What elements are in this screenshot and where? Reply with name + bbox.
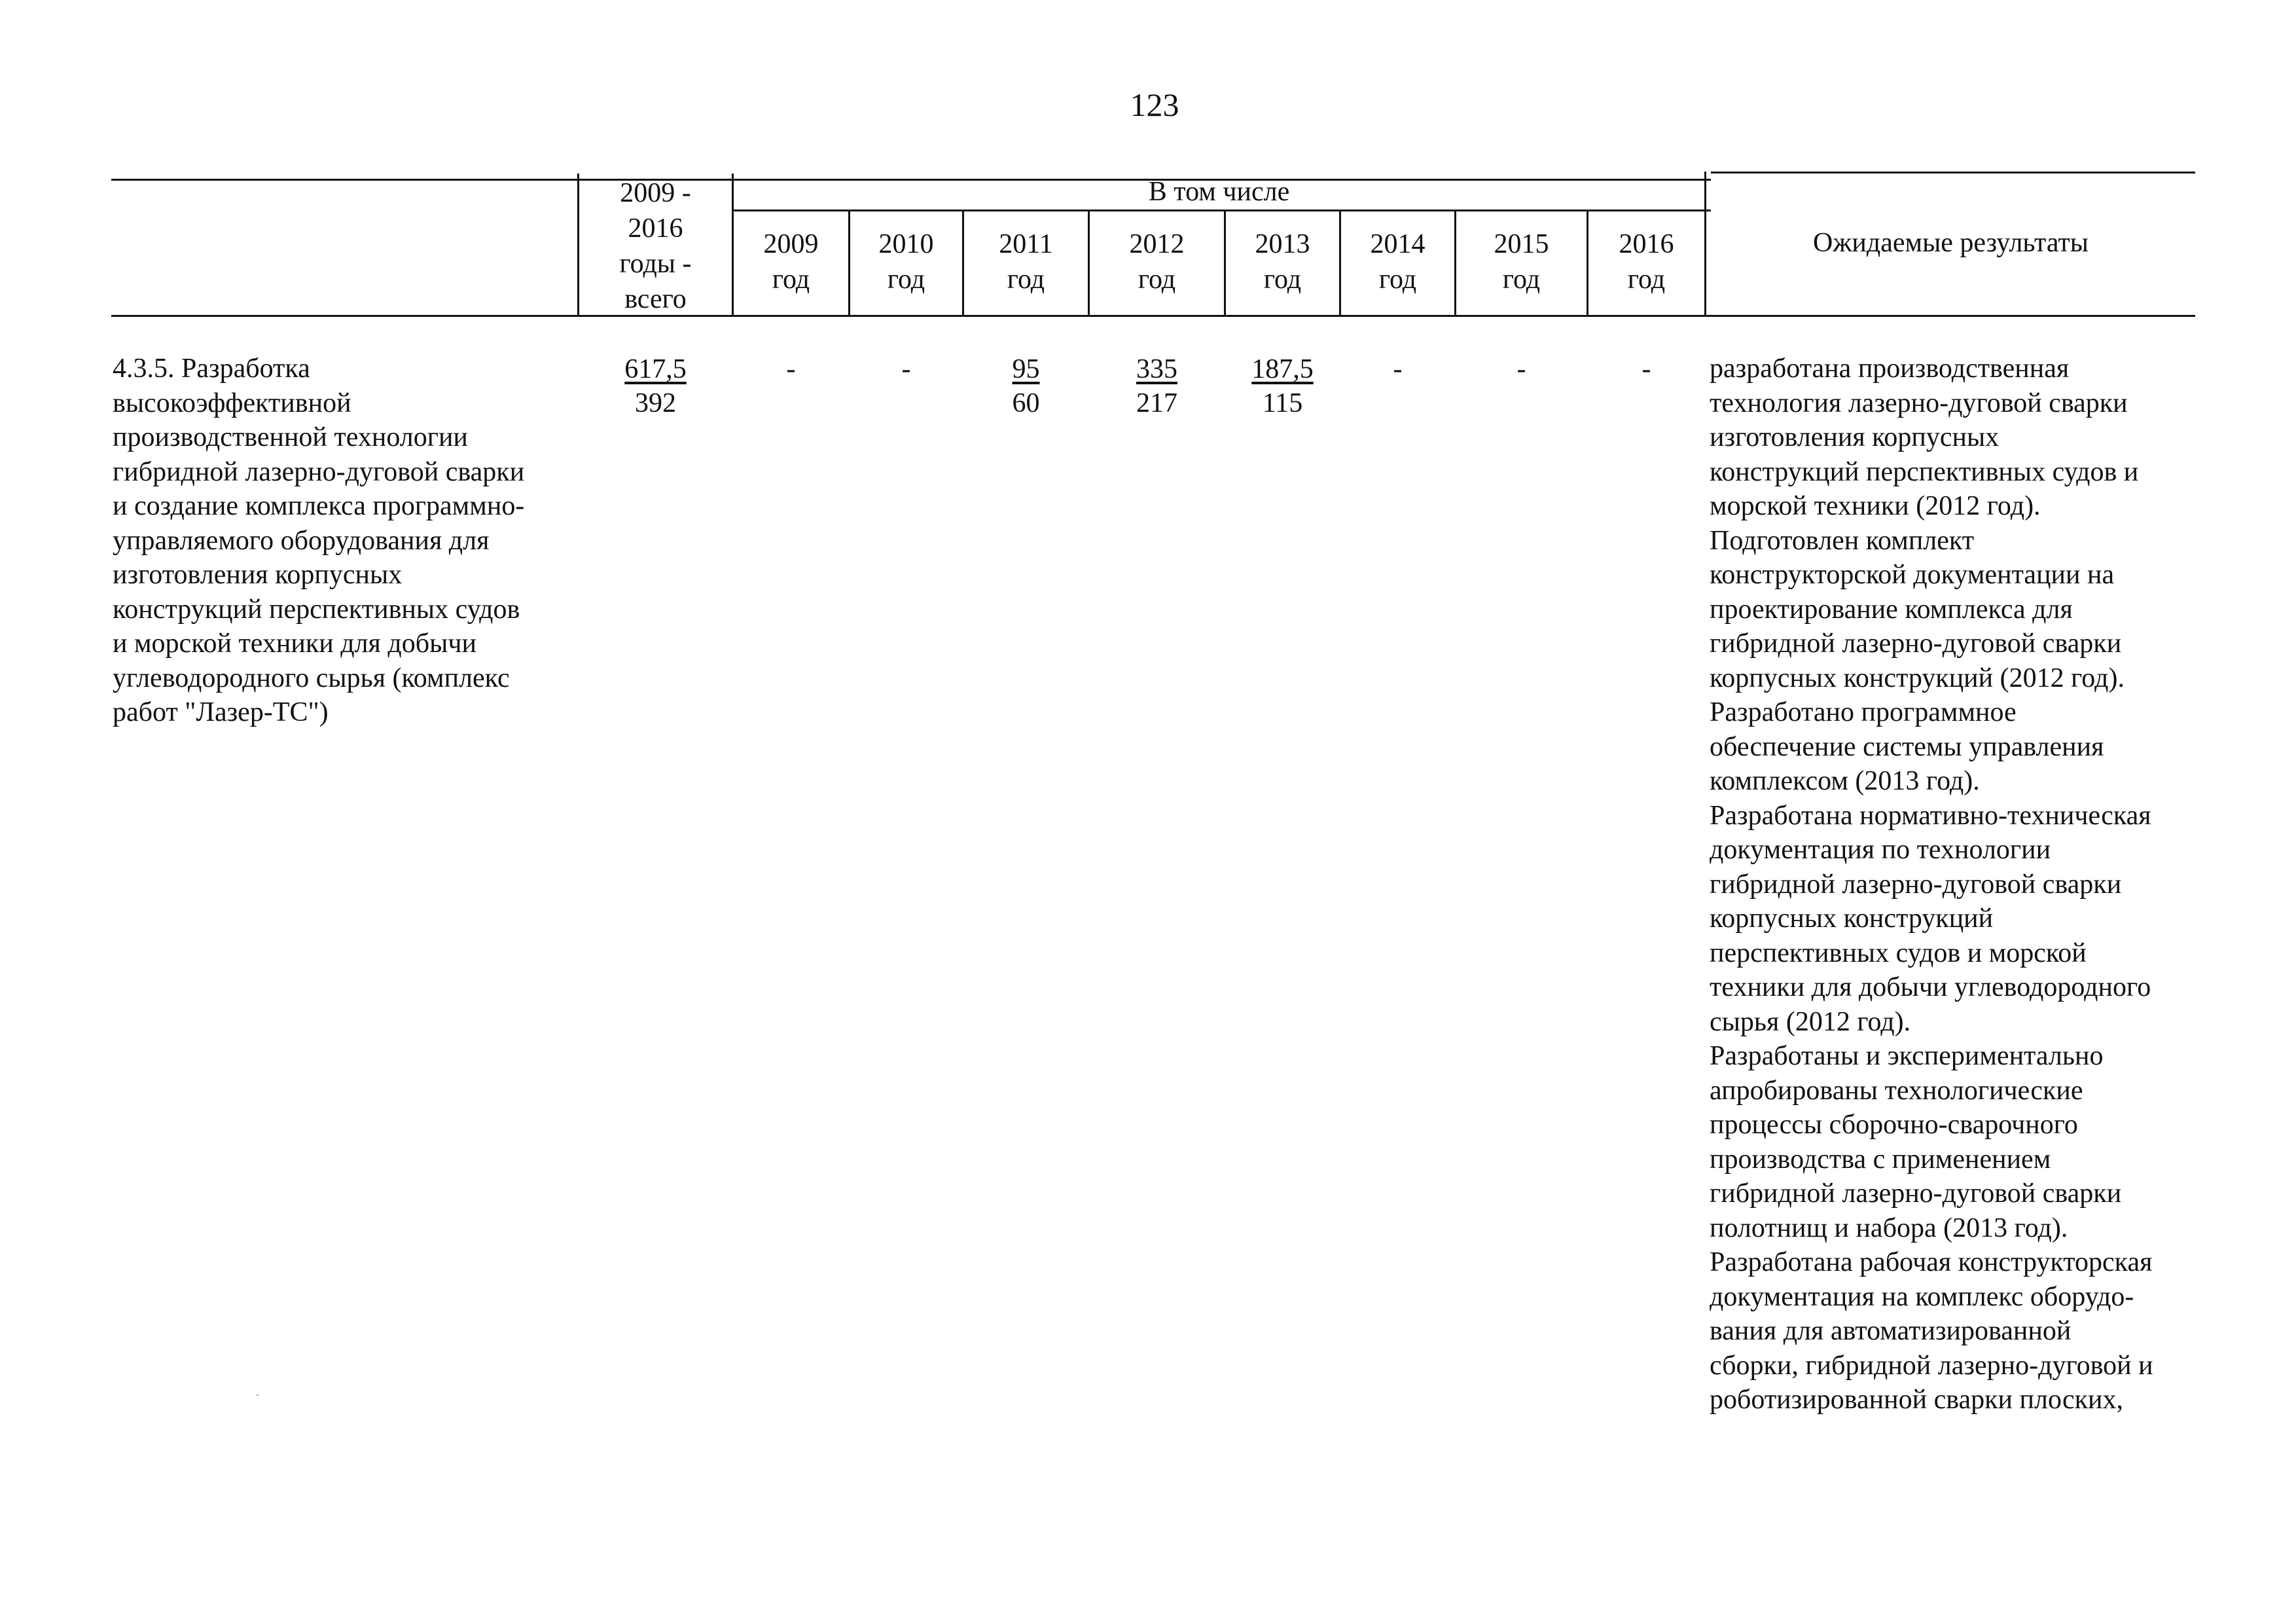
row-2011-bottom: 60 — [1012, 388, 1040, 418]
row-2013-value — [1226, 352, 1339, 420]
row-2009-value: - — [786, 354, 796, 384]
row-2012-bottom: 217 — [1136, 388, 1177, 418]
table-top-rule-right — [1711, 172, 2195, 173]
row-2010-value: - — [901, 354, 911, 384]
header-expected-results: Ожидаемые результаты — [1813, 228, 2089, 258]
header-year-2014: 2014 год — [1370, 229, 1426, 295]
header-year-2016: 2016 год — [1619, 229, 1674, 295]
row-2014-value: - — [1393, 354, 1403, 384]
row-total-top: 617,5 — [624, 354, 687, 384]
row-2016-value: - — [1641, 354, 1651, 384]
row-title: 4.3.5. Разработка высокоэффективной производственной технологии гибридной лазерно-дуговой сварки и создание комплекса программно- управляемого оборудования для изготовления корпусных конструкций перспективных судов и морской техники для добычи углеводородного сырья (комплекс работ "Лазер-ТС") — [113, 354, 525, 727]
row-2013-top: 187,5 — [1251, 354, 1314, 384]
scan-speck — [257, 1395, 259, 1396]
row-2011-value — [964, 352, 1088, 420]
row-2015-value: - — [1516, 354, 1526, 384]
row-2012-top: 335 — [1136, 354, 1177, 384]
header-year-2011: 2011 год — [999, 229, 1053, 295]
row-total-bottom: 392 — [635, 388, 676, 418]
row-2012-value — [1090, 352, 1224, 420]
header-group-label: В том числе — [1148, 177, 1290, 207]
header-year-2015: 2015 год — [1494, 229, 1549, 295]
row-expected-results: разработана производственная технология лазерно-дуговой сварки изготовления корпусных конструкций перспективных судов и морской техники (2012 год). Подготовлен комплект конструкторской документации на проектирование комплекса для гибридной лазерно-дуговой сварки корпусных конструкций (2012 год). Разработано программное обеспечение системы управления комплексом (2013 год). Разработана нормативно-техническая документация по технологии гибридной лазерно-дуговой сварки корпусных конструкций перспективных судов и морской техники для добычи углеводородного сырья (2012 год). Разработаны и экспериментально апробированы технологические процессы сборочно-сварочного производства с применением гибридной лазерно-дуговой сварки полотнищ и набора (2013 год). Разработана рабочая конструкторская документация на комплекс оборудо- вания для автоматизированной сборки, гибридной лазерно-дуговой и роботизированной сварки плоских, — [1710, 354, 2153, 1415]
header-year-2010: 2010 год — [878, 229, 934, 295]
header-year-2009: 2009 год — [763, 229, 819, 295]
row-total — [579, 352, 732, 420]
header-year-2012: 2012 год — [1129, 229, 1185, 295]
header-year-2013: 2013 год — [1255, 229, 1310, 295]
row-2011-top: 95 — [1012, 354, 1040, 384]
header-total-years: 2009 - 2016 годы - всего — [619, 178, 692, 314]
year-subheader-rule — [732, 210, 1711, 211]
row-2013-bottom: 115 — [1262, 388, 1303, 418]
page-number: 123 — [1130, 86, 1179, 123]
table-header-bottom-rule — [111, 315, 2195, 317]
